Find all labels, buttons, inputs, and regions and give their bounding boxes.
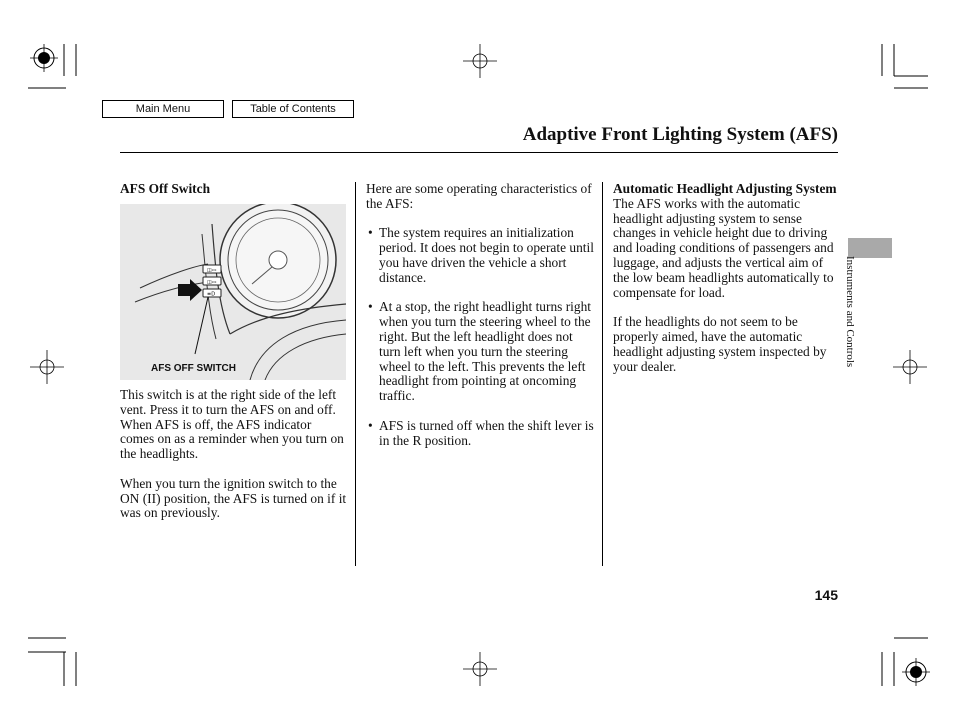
- crosshair-left-middle: [30, 350, 64, 384]
- col1-paragraph-2: When you turn the ignition switch to the ON (II) position, the AFS is turned on if it was on previously.: [120, 475, 347, 521]
- col2-intro: Here are some operating characteristics of the AFS:: [366, 181, 592, 211]
- crop-mark-top-right: [876, 42, 930, 92]
- section-tab-marker: [848, 238, 892, 258]
- page-number: 145: [814, 587, 838, 603]
- col1-paragraph-1: This switch is at the right side of the left vent. Press it to turn the AFS on and off. When AFS is off, the AFS indicator comes on as a reminder when you turn on the headlights.: [120, 387, 344, 462]
- list-item: • At a stop, the right headlight turns right when you turn the steering wheel to the right. But the left headlight does not turn left when you turn the steering wheel to the left. This prevents the left headlight from pointing at oncoming traffic.: [366, 300, 596, 404]
- title-rule: [120, 152, 838, 153]
- svg-text:◫▭: ◫▭: [207, 279, 217, 286]
- column-1: [120, 182, 348, 197]
- page-title: Adaptive Front Lighting System (AFS): [522, 124, 838, 145]
- column-3: [613, 182, 841, 389]
- registration-mark-top-left: [28, 42, 88, 92]
- col3-paragraph-2: If the headlights do not seem to be properly aimed, have the automatic headlight adjusting system inspected by your dealer.: [613, 314, 827, 374]
- afs-off-switch-heading: AFS Off Switch: [120, 181, 211, 196]
- crop-mark-bottom-left: [28, 634, 88, 688]
- crosshair-bottom-center: [463, 652, 497, 686]
- figure-label: AFS OFF SWITCH: [151, 363, 236, 374]
- crosshair-right-middle: [893, 350, 927, 384]
- afs-switch-illustration: [120, 204, 346, 380]
- main-menu-button[interactable]: Main Menu: [102, 100, 224, 118]
- column-1-body: [120, 388, 348, 536]
- svg-text:≡D: ≡D: [207, 291, 216, 298]
- svg-text:◫▭: ◫▭: [207, 267, 217, 274]
- section-label: [835, 256, 865, 406]
- column-2: [366, 182, 596, 463]
- dashboard-drawing: [120, 204, 346, 380]
- crosshair-top-center: [463, 44, 497, 78]
- list-item: • The system requires an initialization period. It does not begin to operate until you have driven the vehicle a short distance.: [366, 226, 596, 285]
- registration-mark-bottom-right: [876, 634, 932, 688]
- table-of-contents-button[interactable]: Table of Contents: [232, 100, 354, 118]
- automatic-headlight-heading: Automatic Headlight Adjusting System: [613, 181, 837, 196]
- col3-paragraph-1: The AFS works with the automatic headlight adjusting system to sense changes in vehicle height due to driving and loading conditions of passengers and luggage, and adjusts the vertical aim of the low beam headlights automatically to compensate for load.: [613, 195, 834, 300]
- afs-characteristics-list: [366, 226, 596, 448]
- list-item: • AFS is turned off when the shift lever is in the R position.: [366, 419, 596, 449]
- column-divider-2: [602, 182, 603, 566]
- section-label-text: Instruments and Controls: [844, 256, 856, 368]
- column-divider-1: [355, 182, 356, 566]
